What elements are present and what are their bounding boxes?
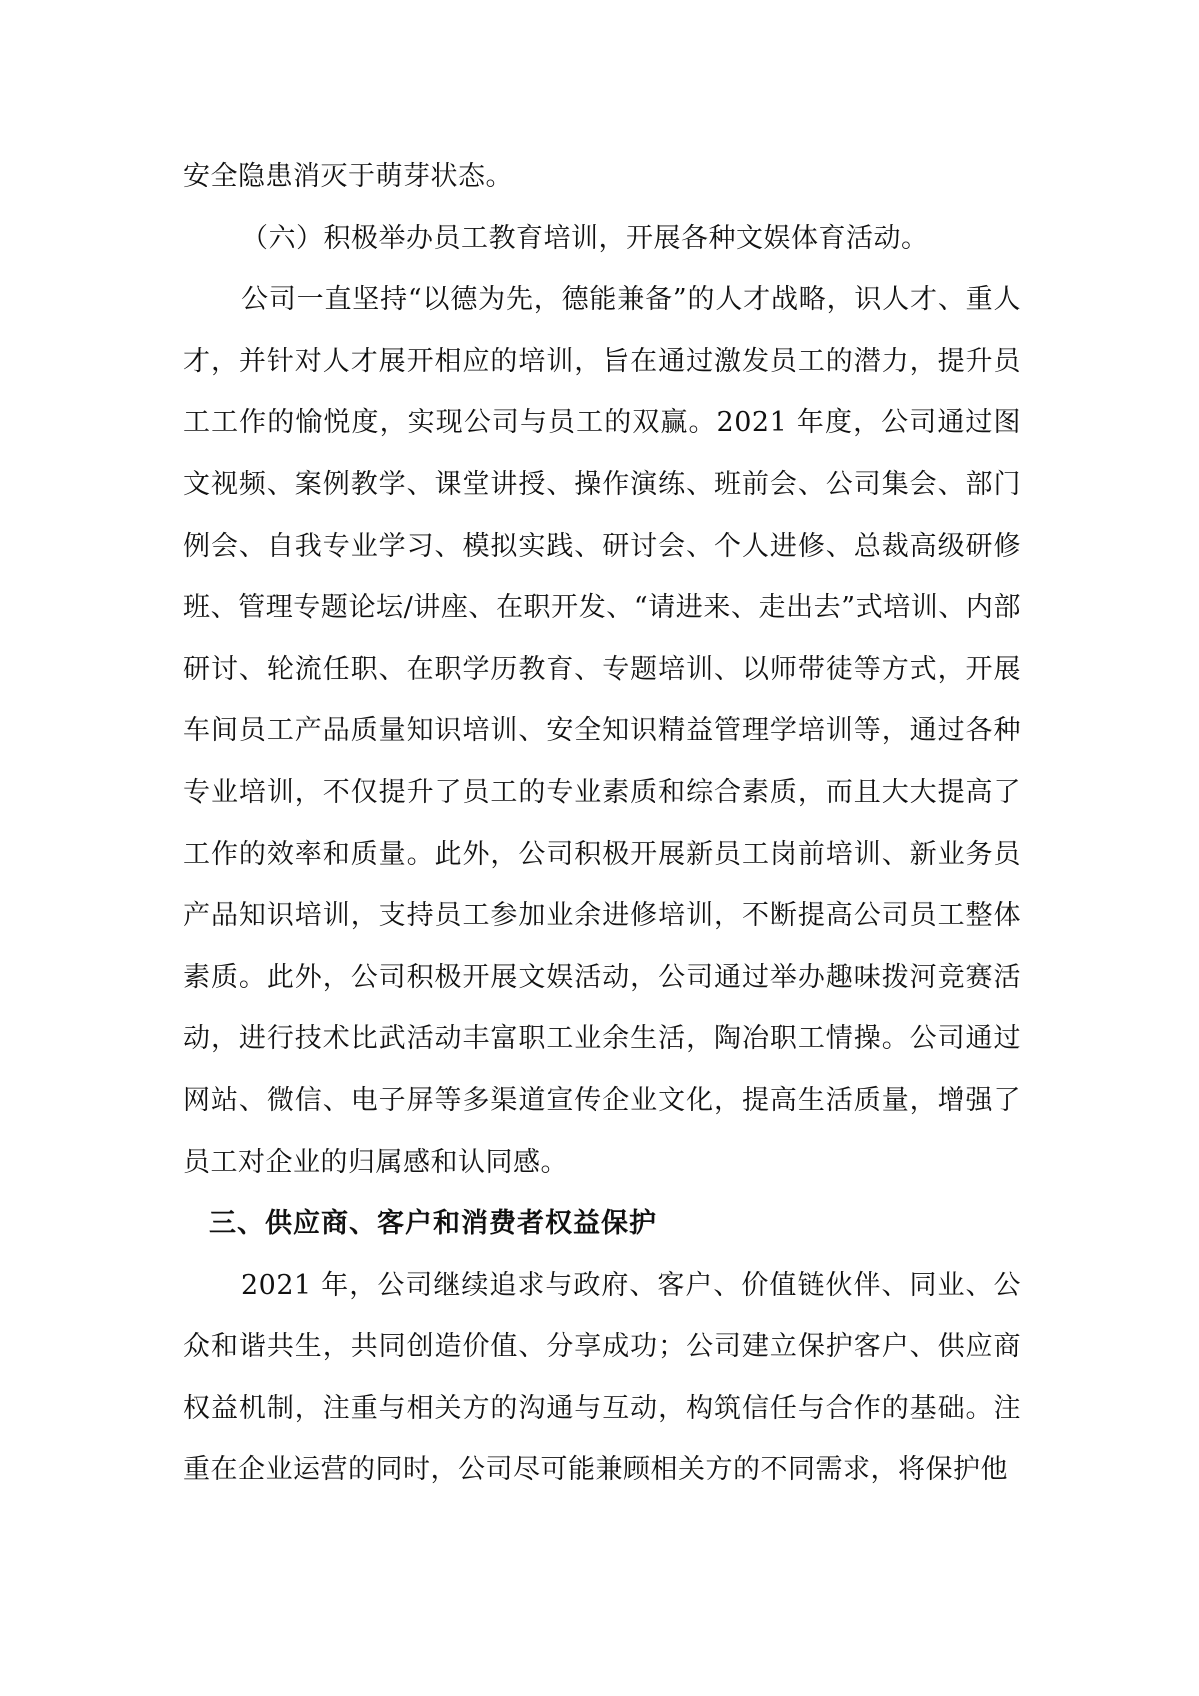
section-heading-stakeholder-rights: 三、供应商、客户和消费者权益保护 xyxy=(209,1208,657,1240)
paragraph-training-details: 公司一直坚持“以德为先，德能兼备”的人才战略，识人才、重人才，并针对人才展开相应的培训，旨在通过激发员工的潜力，提升员工工作的愉悦度，实现公司与员工的双赢。2021 年度，公司通过图文视频、案例教学、课堂讲授、操作演练、班前会、公司集会、部门例会、自我专业学习、模拟实践、研讨会、个人进修、总裁高级研修班、管理专题论坛/讲座、在职开发、“请进来、走出去”式培训、内部研讨、轮流任职、在职学历教育、专题培训、以师带徒等方式，开展车间员工产品质量知识培训、安全知识精益管理学培训等，通过各种专业培训，不仅提升了员工的专业素质和综合素质，而且大大提高了工作的效率和质量。此外，公司积极开展新员工岗前培训、新业务员产品知识培训，支持员工参加业余进修培训，不断提高公司员工整体素质。此外，公司积极开展文娱活动，公司通过举办趣味拨河竞赛活动，进行技术比武活动丰富职工业余生活，陶冶职工情操。公司通过网站、微信、电子屏等多渠道宣传企业文化，提高生活质量，增强了员工对企业的归属感和认同感。 xyxy=(183,284,1021,1178)
paragraph-stakeholder-rights: 2021 年，公司继续追求与政府、客户、价值链伙伴、同业、公众和谐共生，共同创造价值、分享成功；公司建立保护客户、供应商权益机制，注重与相关方的沟通与互动，构筑信任与合作的基础。注重在企业运营的同时，公司尽可能兼顾相关方的不同需求，将保护他 xyxy=(183,1269,1021,1486)
paragraph-continuation: 安全隐患消灭于萌芽状态。 xyxy=(183,161,513,192)
document-body xyxy=(183,146,1021,1501)
subheading-employee-training: （六）积极举办员工教育培训，开展各种文娱体育活动。 xyxy=(241,222,929,254)
